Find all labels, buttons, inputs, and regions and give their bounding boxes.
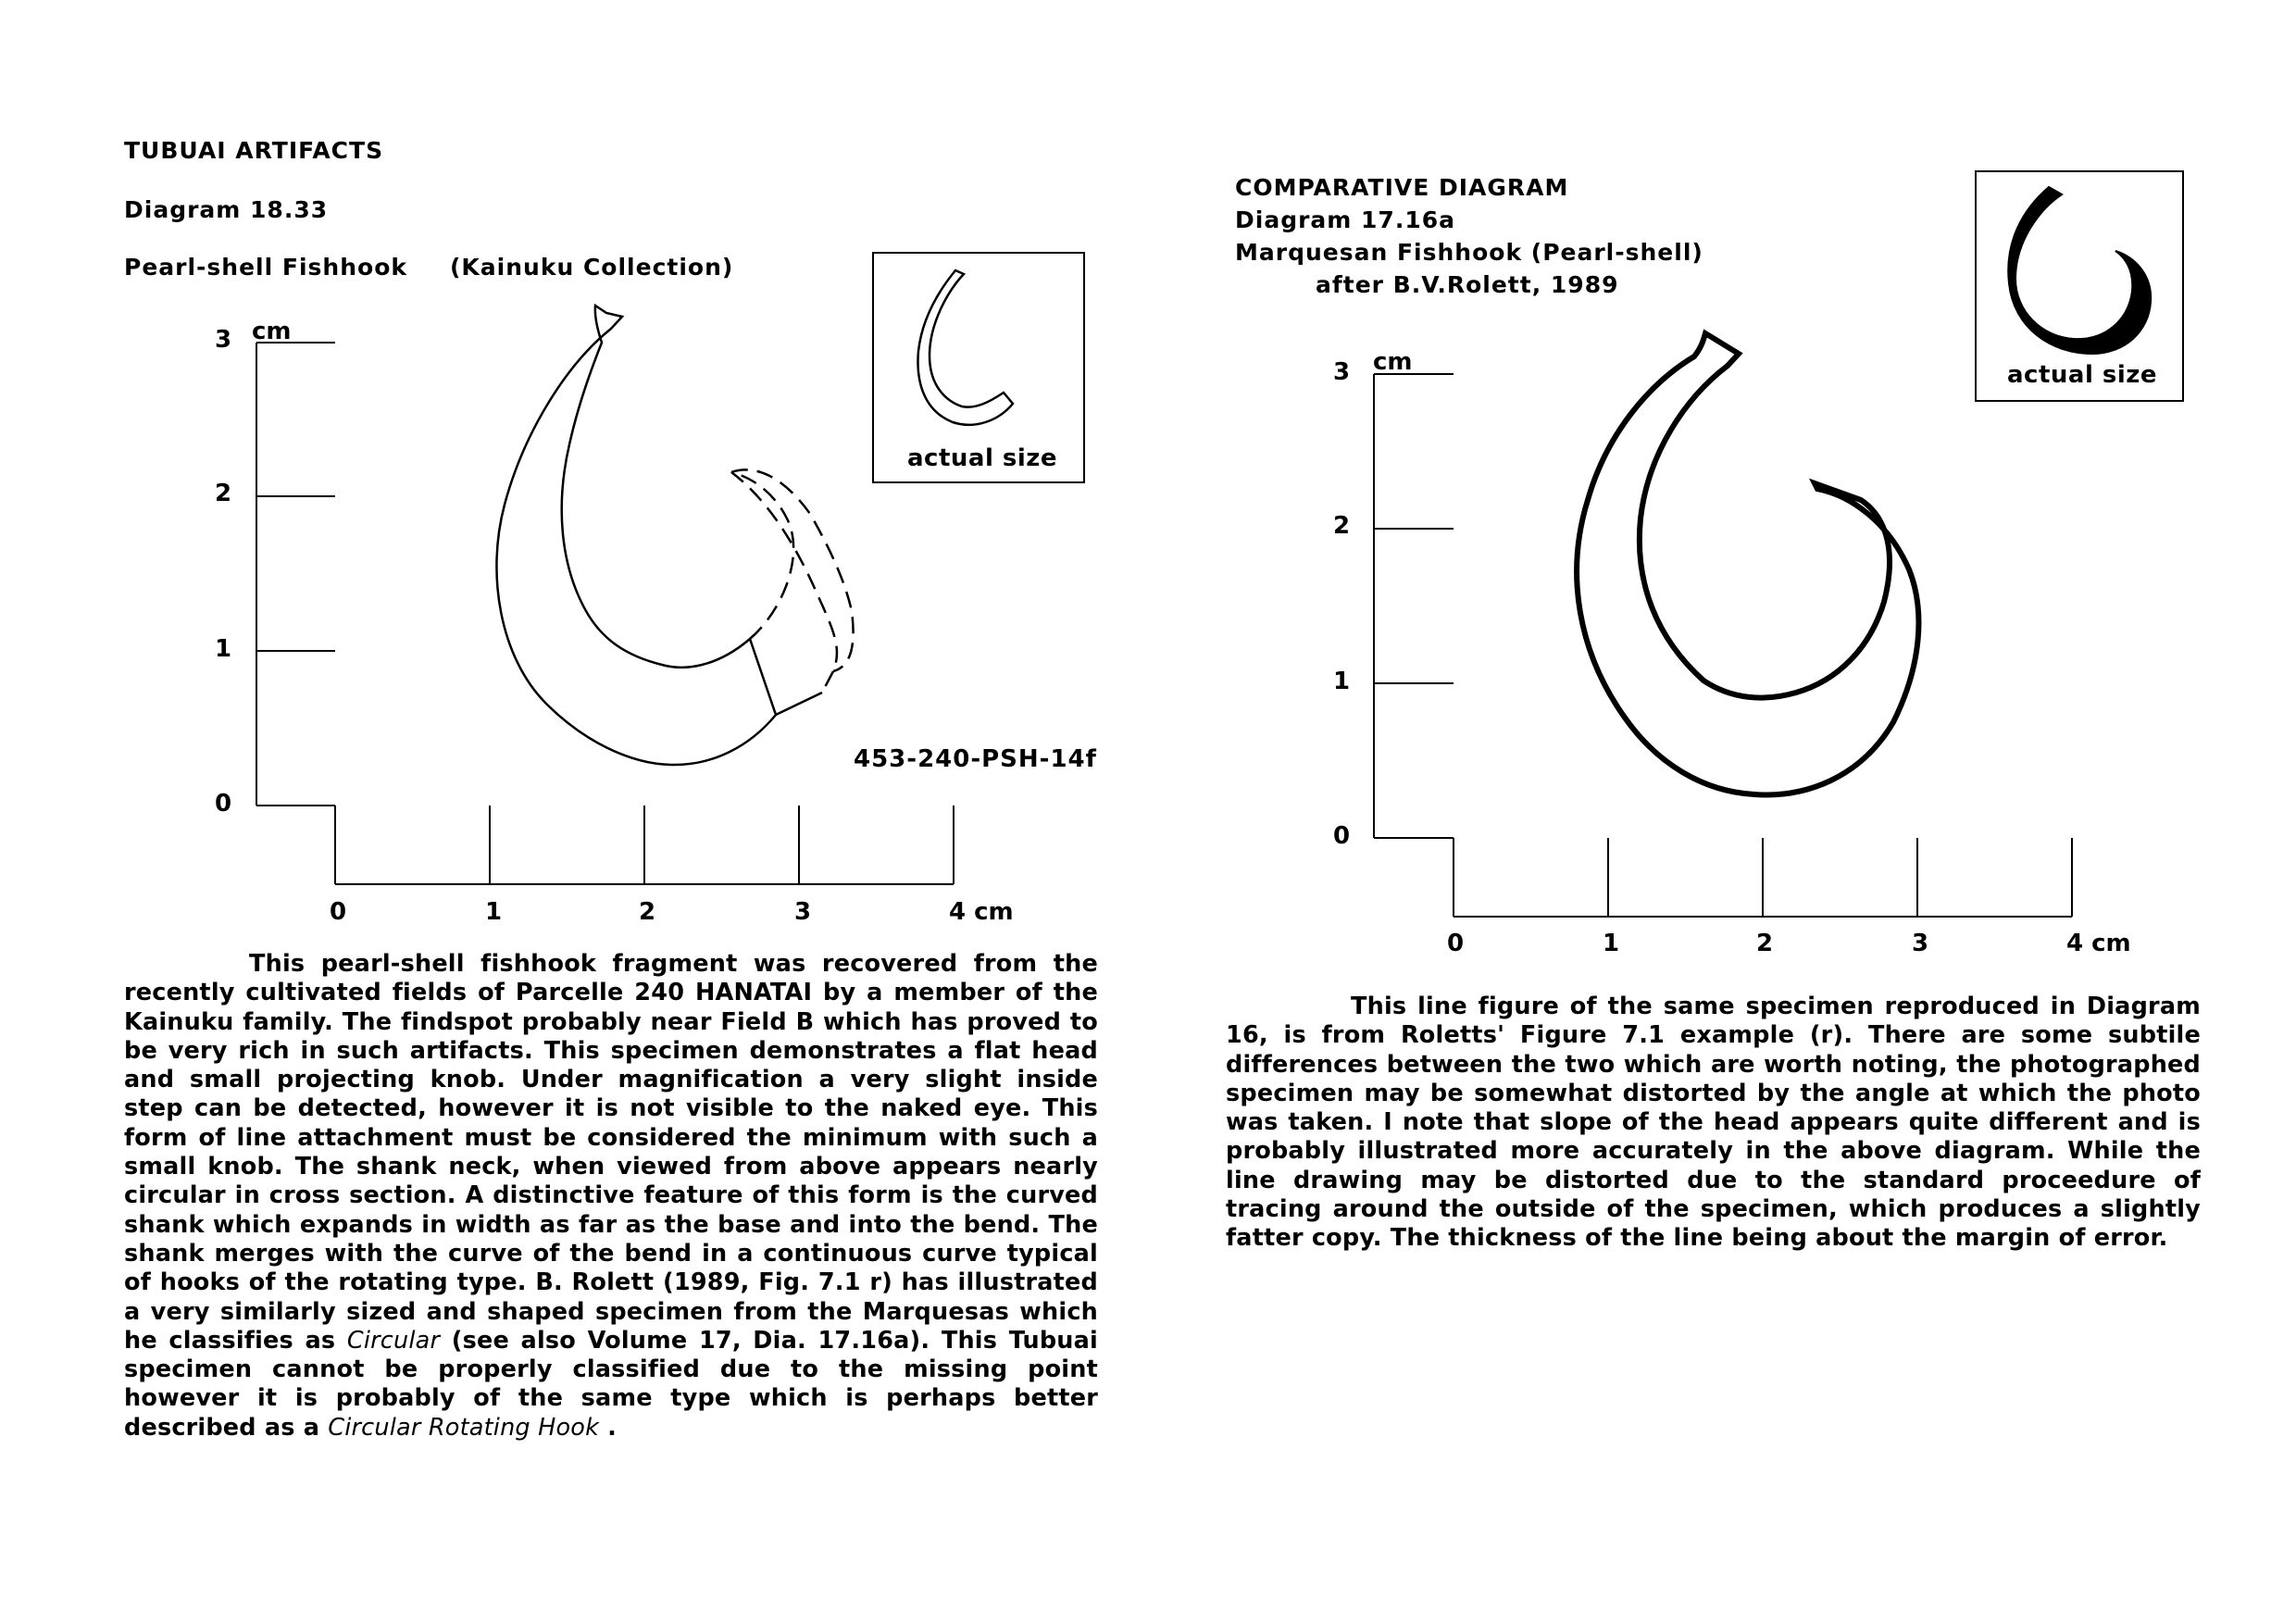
- left-x-tick: 4 cm: [949, 898, 1014, 926]
- left-unit-label: cm: [252, 318, 292, 345]
- right-y-tick: 2: [1333, 512, 1351, 540]
- right-description-text: This line figure of the same specimen reproduced in Diagram 16, is from Roletts' Figure 7.1 example (r). There are some subtile differences between the two which are worth noting, the photographed specimen may be somewhat distorted by the angle at which the photo was taken. I note that slope of the head appears quite different and is probably illustrated more accurately in the above diagram. While the line drawing may be distorted due to the standard proceedure of tracing around the outside of the specimen, which produces a slightly fatter copy. The thickness of the line being about the margin of error.: [1226, 993, 2201, 1253]
- left-section-title: TUBUAI ARTIFACTS: [124, 137, 384, 164]
- right-inset-caption: actual size: [2007, 361, 2158, 389]
- right-x-tick: 1: [1603, 930, 1620, 957]
- right-diagram-title: Marquesan Fishhook (Pearl-shell): [1235, 239, 1703, 266]
- left-inset-caption: actual size: [907, 444, 1058, 472]
- left-y-tick: 1: [215, 635, 232, 663]
- right-y-tick: 3: [1333, 358, 1351, 386]
- left-description-text: This pearl-shell fishhook fragment was recovered from the recently cultivated fields of Parcelle 240 HANATAI by a member of the Kainuku family. The findspot probably near Field B which has proved to be very rich in such artifacts. This specimen demonstrates a flat head and small projecting knob. Under magnification a very slight inside step can be detected, however it is not visible to the naked eye. This form of line attachment must be considered the minimum with such a small knob. The shank neck, when viewed from above appears nearly circular in cross section. A distinctive feature of this form is the curved shank which expands in width as far as the base and into the bend. The shank merges with the curve of the bend in a continuous curve typical of hooks of the rotating type. B. Rolett (1989, Fig. 7.1 r) has illustrated a very similarly sized and shaped specimen from the Marquesas which he classifies as: [124, 950, 1098, 1355]
- left-x-tick: 0: [330, 898, 347, 926]
- left-y-tick: 3: [215, 326, 232, 354]
- left-x-tick: 1: [485, 898, 503, 926]
- left-collection: (Kainuku Collection): [450, 254, 734, 281]
- left-diagram-number: Diagram 18.33: [124, 196, 329, 223]
- left-specimen-id: 453-240-PSH-14f: [854, 745, 1097, 773]
- right-section-title: COMPARATIVE DIAGRAM: [1235, 174, 1569, 201]
- left-y-tick: 2: [215, 480, 232, 507]
- right-x-tick: 2: [1756, 930, 1774, 957]
- right-y-tick: 1: [1333, 668, 1351, 695]
- left-x-tick: 3: [794, 898, 812, 926]
- right-y-tick: 0: [1333, 822, 1351, 850]
- left-diagram-title: Pearl-shell Fishhook: [124, 254, 407, 281]
- right-diagram-number: Diagram 17.16a: [1235, 206, 1455, 233]
- left-y-tick: 0: [215, 790, 232, 818]
- right-source: after B.V.Rolett, 1989: [1316, 271, 1619, 298]
- right-description: [1226, 993, 2201, 1254]
- right-x-tick: 3: [1912, 930, 1929, 957]
- left-description-term-circular: Circular: [346, 1326, 441, 1355]
- right-x-tick: 4 cm: [2066, 930, 2131, 957]
- left-description-term-rotating: Circular Rotating Hook: [328, 1413, 600, 1442]
- left-x-tick: 2: [639, 898, 656, 926]
- right-x-tick: 0: [1447, 930, 1465, 957]
- right-unit-label: cm: [1373, 348, 1413, 376]
- right-actual-size-inset: [1975, 170, 2184, 402]
- left-description-text: .: [599, 1413, 618, 1442]
- left-description-text: (see also Volume 17, Dia. 17.16a). This Tubuai specimen cannot be properly classified due to the missing point however it is probably of the same type which is perhaps better described as a: [124, 1326, 1099, 1442]
